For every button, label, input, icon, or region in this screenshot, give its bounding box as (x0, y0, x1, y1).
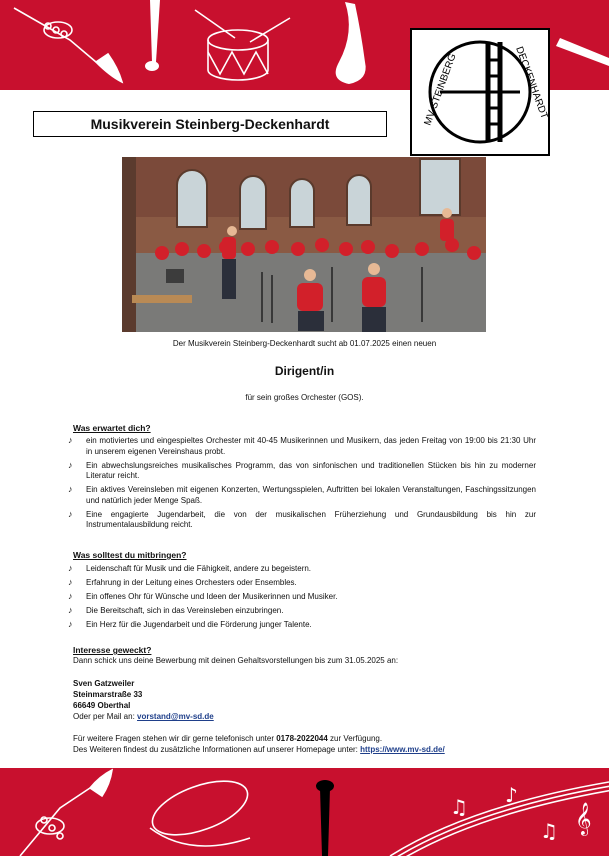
list-item: ♪ Ein abwechslungsreiches musikalisches Programm, das von sinfonischen und traditionellen Stücken bis hin zu moderner Literatur reicht. (68, 459, 536, 480)
phone-line: Für weitere Fragen stehen wir dir gerne telefonisch unter 0178-2022044 zur Verfügung. (73, 734, 383, 743)
bottom-instrument-banner (0, 768, 609, 856)
photo-caption: Der Musikverein Steinberg-Deckenhardt sucht ab 01.07.2025 einen neuen (172, 339, 437, 348)
note-icon: ♪ (68, 591, 73, 601)
email-link[interactable]: vorstand@mv-sd.de (137, 712, 214, 721)
interest-heading: Interesse geweckt? (73, 645, 152, 655)
orchestra-line: für sein großes Orchester (GOS). (245, 393, 364, 402)
list-item: ♪ Eine engagierte Jugendarbeit, die von der musikalischen Früherziehung und Grundausbildung bis hin zur Instrumentalausbildung reicht. (68, 508, 536, 529)
list-item: ♪ Ein aktives Vereinsleben mit eigenen Konzerten, Wertungsspielen, Auftritten bei lokalen Veranstaltungen, Faschingssitzungen und natürlich jeder Menge Spaß. (68, 484, 536, 505)
note-icon: ♪ (68, 484, 73, 494)
logo-text-right: DECKENHARDT (513, 45, 548, 121)
note-icon: ♪ (68, 563, 73, 573)
list-item: ♪ ein motiviertes und eingespieltes Orchester mit 40-45 Musikerinnen und Musikern, das jeden Freitag von 19:00 bis 21:30 Uhr in unserem eigenen Vereinshaus probt. (68, 435, 536, 456)
contact-street: Steinmarstraße 33 (73, 690, 143, 699)
interest-text: Dann schick uns deine Bewerbung mit deinen Gehaltsvorstellungen bis zum 31.05.2025 an: (73, 656, 399, 665)
music-note-icon: ♫ (450, 795, 468, 819)
website-link[interactable]: https://www.mv-sd.de/ (360, 745, 445, 754)
note-icon: ♪ (68, 605, 73, 615)
bring-heading: Was solltest du mitbringen? (73, 550, 187, 560)
contact-name: Sven Gatzweiler (73, 679, 135, 688)
note-icon: ♪ (68, 577, 73, 587)
note-icon: ♪ (68, 508, 73, 519)
orchestra-photo (122, 157, 486, 332)
contact-mail-line: Oder per Mail an: vorstand@mv-sd.de (73, 712, 214, 721)
website-line: Des Weiteren findest du zusätzliche Informationen auf unserer Homepage unter: https://www.mv-sd.de/ (73, 745, 445, 754)
list-item: ♪ Leidenschaft für Musik und die Fähigkeit, andere zu begeistern. (68, 563, 312, 573)
note-icon: ♪ (68, 435, 73, 445)
phone-number: 0178-2022044 (276, 734, 328, 743)
note-icon: ♪ (68, 619, 73, 629)
expect-list (68, 436, 536, 534)
list-item: ♪ Erfahrung in der Leitung eines Orchesters oder Ensembles. (68, 577, 297, 587)
page-title: Musikverein Steinberg-Deckenhardt (33, 111, 387, 137)
logo-text-left: MV STEINBERG (422, 52, 459, 128)
list-item: ♪ Ein offenes Ohr für Wünsche und Ideen der Musikerinnen und Musiker. (68, 591, 338, 601)
treble-clef-icon: 𝄞 (575, 802, 592, 835)
position-title: Dirigent/in (274, 364, 335, 378)
bring-list (68, 564, 536, 634)
contact-city: 66649 Oberthal (73, 701, 131, 710)
club-logo (410, 28, 550, 156)
expect-heading: Was erwartet dich? (73, 423, 151, 433)
list-item: ♪ Ein Herz für die Jugendarbeit und die Förderung junger Talente. (68, 619, 312, 629)
note-icon: ♪ (68, 459, 73, 470)
music-note-icon: ♪ (505, 783, 518, 807)
instrument-drawings-bottom (0, 768, 609, 856)
music-note-icon: ♫ (540, 819, 558, 843)
list-item: ♪ Die Bereitschaft, sich in das Vereinsleben einzubringen. (68, 605, 284, 615)
